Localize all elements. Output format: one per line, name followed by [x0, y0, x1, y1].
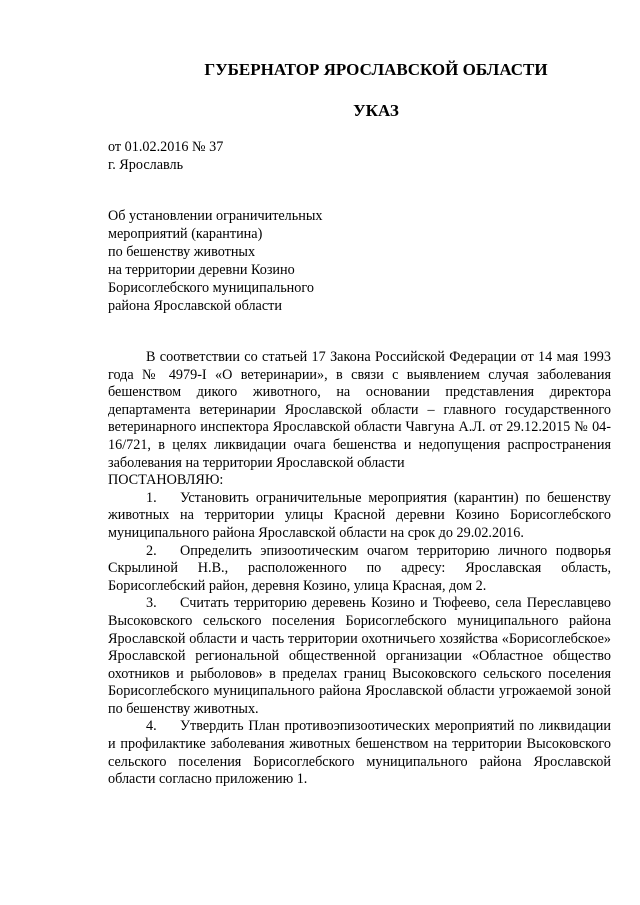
- decree-subject: [108, 207, 408, 315]
- item-number: 1.: [146, 489, 157, 506]
- item-number: 2.: [146, 542, 157, 559]
- subject-line: по бешенству животных: [108, 244, 256, 260]
- subject-line: Об установлении ограничительных: [108, 208, 323, 224]
- item-text: Определить эпизоотическим очагом территорию личного подворья Скрылиной Н.В., расположенного по адресу: Ярославская область, Борисоглебский район, деревня Козино, улица Красная, дом 2.: [108, 542, 611, 594]
- item-text: Установить ограничительные мероприятия (карантин) по бешенству животных на территории улицы Красной деревни Козино Борисоглебского муниципального района Ярославской области на срок до 29.02.2016.: [108, 489, 611, 541]
- item-text: Утвердить План противоэпизоотических мероприятий по ликвидации и профилактике заболевания животных бешенством на территории Высоковского сельского поселения Борисоглебского муниципального района Ярославской области согласно приложению 1.: [108, 718, 611, 788]
- decree-item-1: [108, 490, 611, 543]
- subject-line: района Ярославской области: [108, 298, 282, 314]
- decree-date-number: от 01.02.2016 № 37: [108, 139, 224, 155]
- item-number: 4.: [146, 718, 157, 735]
- decree-item-2: [108, 543, 611, 596]
- item-text: Считать территорию деревень Козино и Тюфеево, села Переславцево Высоковского сельского поселения Борисоглебского муниципального района Ярославской области и часть территории охотничьего хозяйства «Борисоглебское» Ярославской региональной общественной организации «Областное общество охотников и рыболовов» в пределах границ Высоковского сельского поселения Борисоглебского муниципального района Ярославской области угрожаемой зоной по бешенству животных.: [108, 595, 611, 717]
- subject-line: на территории деревни Козино: [108, 262, 295, 278]
- decree-item-4: [108, 718, 611, 788]
- decree-body: [108, 349, 611, 789]
- subject-line: Борисоглебского муниципального: [108, 280, 314, 296]
- decree-resolution-word: ПОСТАНОВЛЯЮ:: [108, 472, 224, 489]
- decree-item-3: [108, 595, 611, 718]
- preamble-paragraph: В соответствии со статьей 17 Закона Российской Федерации от 14 мая 1993 года № 4979-I «О ветеринарии», в связи с выявлением случая заболевания бешенством дикого животного, на основании представления директора департамента ветеринарии Ярославской области – главного государственного ветеринарного инспектора Ярославской области Чавгуна А.Л. от 29.12.2015 № 04-16/721, в целях ликвидации очага бешенства и недопущения распространения заболевания на территории Ярославской области: [108, 349, 611, 471]
- decree-city: г. Ярославль: [108, 157, 184, 173]
- document-type-title: УКАЗ: [353, 101, 399, 120]
- subject-line: мероприятий (карантина): [108, 226, 263, 242]
- issuer-title: ГУБЕРНАТОР ЯРОСЛАВСКОЙ ОБЛАСТИ: [204, 60, 548, 79]
- item-number: 3.: [146, 595, 157, 612]
